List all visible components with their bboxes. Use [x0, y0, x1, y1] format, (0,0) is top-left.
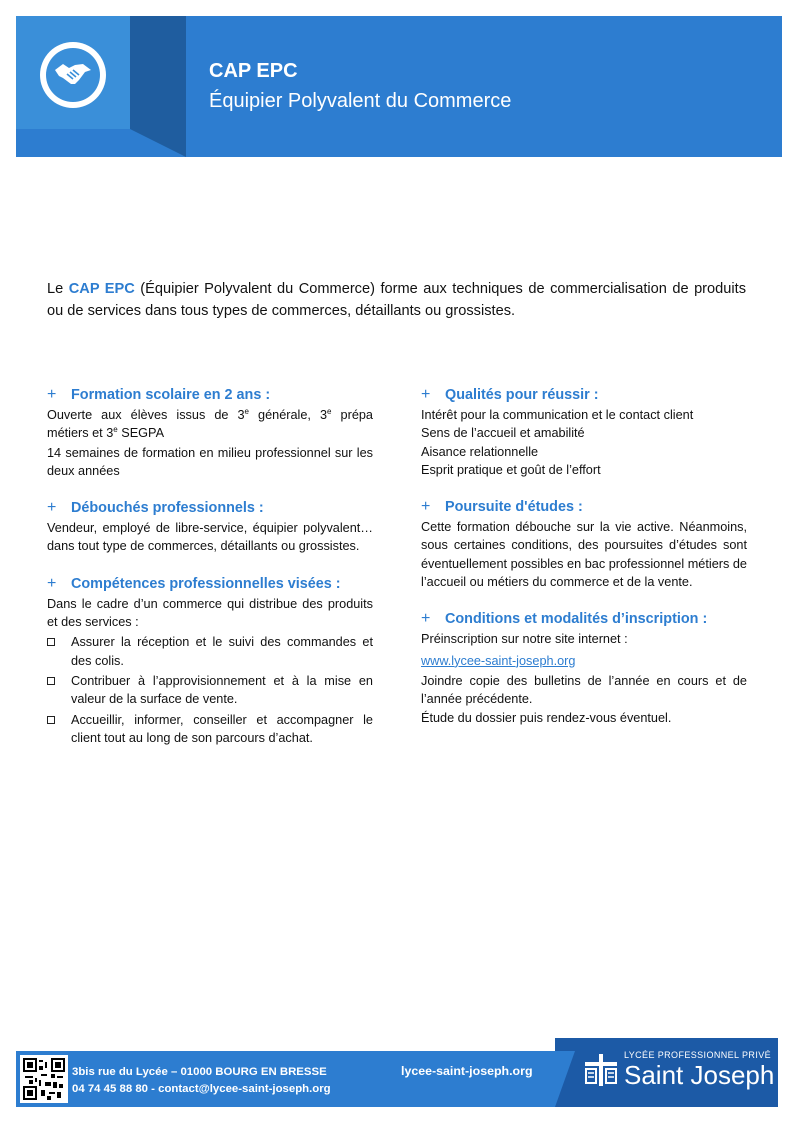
section-title: Débouchés professionnels :	[71, 500, 264, 517]
website-link[interactable]: www.lycee-saint-joseph.org	[421, 653, 576, 668]
checkbox-icon	[47, 638, 55, 646]
section-title: Conditions et modalités d’inscription :	[445, 611, 708, 628]
list-item: Assurer la réception et le suivi des commandes et des colis.	[47, 633, 373, 670]
checkbox-icon	[47, 677, 55, 685]
section-line: Aisance relationnelle	[421, 444, 539, 459]
section-text: Cette formation débouche sur la vie active. Néanmoins, sous certaines conditions, des poursuites d’études sont éventuellement possibles en bac professionnel métiers de l’accueil ou métiers du commerce et de la vente.	[421, 520, 747, 590]
intro-highlight: CAP EPC	[68, 281, 135, 297]
section-qualites	[421, 385, 747, 479]
section-text: Préinscription sur notre site internet :	[421, 632, 628, 647]
section-conditions	[421, 609, 747, 726]
competences-list	[47, 633, 373, 747]
intro-paragraph: Le CAP EPC (Équipier Polyvalent du Commerce) forme aux techniques de commercialisation de produits ou de services dans tous types de commerces, détaillants ou grossistes.	[47, 281, 746, 319]
qr-code-icon	[20, 1055, 68, 1103]
plus-icon: +	[421, 498, 431, 516]
handshake-icon	[53, 60, 93, 90]
list-item: Contribuer à l’approvisionnement et à la mise en valeur de la surface de vente.	[47, 672, 373, 709]
logo-badge	[40, 42, 106, 108]
plus-icon: +	[47, 574, 57, 592]
page-title: CAP EPC	[209, 60, 298, 82]
footer-address: 3bis rue du Lycée – 01000 BOURG EN BRESSE 04 74 45 88 80 - contact@lycee-saint-joseph.org	[72, 1066, 331, 1095]
plus-icon: +	[421, 610, 431, 628]
section-competences	[47, 574, 373, 747]
brand-tagline: LYCÉE PROFESSIONNEL PRIVÉ	[624, 1050, 772, 1060]
section-line: Intérêt pour la communication et le contact client	[421, 408, 694, 422]
section-debouches	[47, 498, 373, 556]
checkbox-icon	[47, 716, 55, 724]
section-title: Poursuite d'études :	[445, 499, 583, 516]
section-text: Ouverte aux élèves issus de 3e générale, 3e prépa métiers et 3e SEGPA	[47, 407, 373, 441]
section-text: Joindre copie des bulletins de l’année en cours et de l’année précédente.	[421, 673, 747, 707]
plus-icon: +	[421, 386, 431, 403]
section-text: 14 semaines de formation en milieu professionnel sur les deux années	[47, 445, 373, 478]
list-item: Accueillir, informer, conseiller et accompagner le client tout au long de son parcours d’achat.	[47, 711, 373, 748]
section-title: Qualités pour réussir :	[445, 387, 599, 403]
footer-website[interactable]: lycee-saint-joseph.org	[401, 1064, 533, 1078]
section-text: Vendeur, employé de libre-service, équipier polyvalent… dans tout type de commerces, détaillants ou grossistes.	[47, 521, 373, 554]
section-poursuite	[421, 497, 747, 591]
left-column	[47, 385, 373, 765]
section-line: Esprit pratique et goût de l’effort	[421, 462, 601, 477]
section-title: Formation scolaire en 2 ans :	[71, 387, 271, 403]
section-text: Dans le cadre d’un commerce qui distribue des produits et des services :	[47, 596, 373, 630]
page-subtitle: Équipier Polyvalent du Commerce	[209, 90, 512, 112]
section-text: Étude du dossier puis rendez-vous éventuel.	[421, 710, 672, 725]
school-logo-icon	[583, 1052, 619, 1088]
right-column	[421, 385, 747, 745]
section-title: Compétences professionnelles visées :	[71, 575, 341, 592]
header-diagonal-band	[130, 16, 186, 157]
plus-icon: +	[47, 386, 57, 403]
section-formation	[47, 385, 373, 480]
section-line: Sens de l’accueil et amabilité	[421, 426, 585, 441]
brand-name: Saint Joseph	[624, 1060, 775, 1090]
plus-icon: +	[47, 499, 57, 517]
